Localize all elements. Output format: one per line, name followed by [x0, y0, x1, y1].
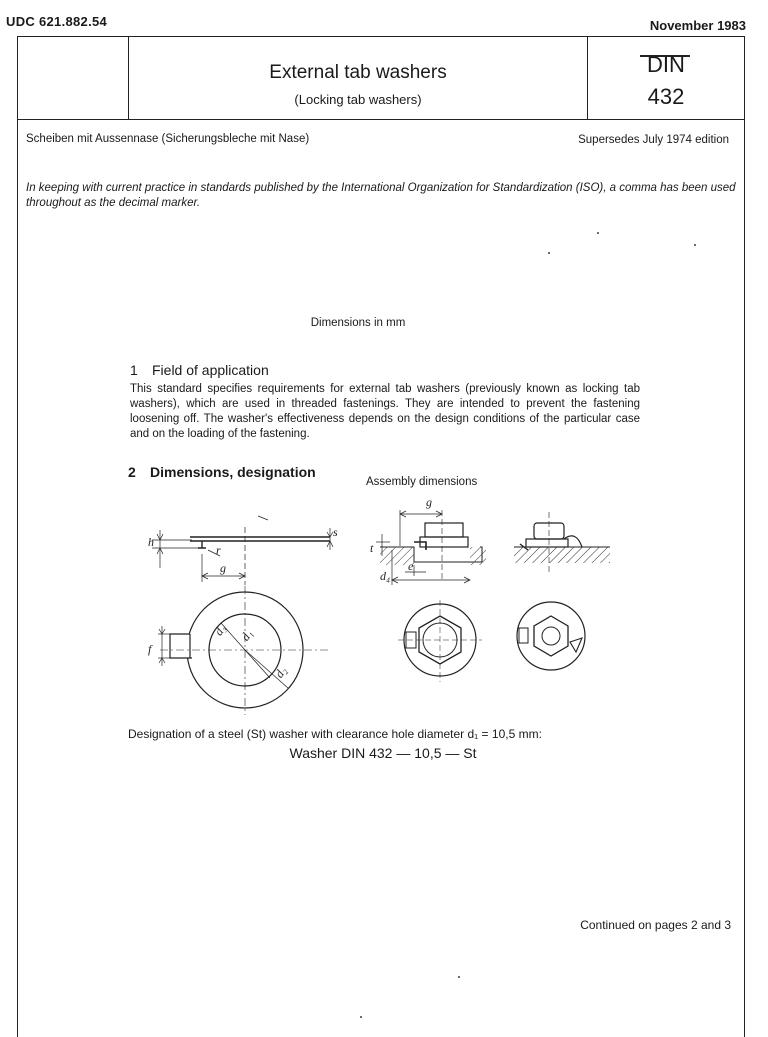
assembly-caption: Assembly dimensions: [366, 476, 478, 488]
label-d3: d₃: [211, 621, 229, 639]
dimensions-note: Dimensions in mm: [310, 317, 406, 329]
assembly-plan-1: [398, 600, 482, 682]
document-title: External tab washers: [269, 62, 447, 83]
section-1-heading: [130, 362, 269, 378]
label-g-side: g: [220, 561, 226, 575]
din-number: 432: [647, 84, 685, 109]
continued-note: Continued on pages 2 and 3: [580, 918, 731, 932]
header-divider: [17, 119, 745, 120]
publication-date: November 1983: [649, 18, 746, 33]
section-1-number: 1: [130, 362, 138, 378]
washer-technical-drawing: [130, 490, 630, 720]
scan-speck: [694, 244, 696, 246]
label-d2: d₂: [271, 663, 290, 681]
section-1-body: This standard specifies requirements for external tab washers (previously known as locking tab washers), which are used in threaded fastenings. They are intended to prevent the fastening loosening off. The washer's effectiveness depends on the design conditions of the particular case and on the loading of the fastening.: [130, 383, 640, 440]
supersedes-note: Supersedes July 1974 edition: [578, 134, 729, 146]
iso-decimal-note: In keeping with current practice in standards published by the International Organization for Standardization (ISO), a comma has been used throughout as the decimal marker.: [26, 182, 736, 209]
section-2-number: 2: [128, 464, 136, 480]
section-2-title: Dimensions, designation: [150, 464, 316, 480]
label-r: r: [216, 543, 221, 557]
german-title: Scheiben mit Aussennase (Sicherungsbleche mit Nase): [26, 133, 310, 145]
assembly-plan-2: [517, 602, 585, 670]
scan-speck: [597, 232, 599, 234]
designation-code: Washer DIN 432 — 10,5 — St: [289, 745, 477, 761]
scan-speck: [360, 1016, 362, 1018]
side-view: [148, 516, 338, 585]
label-s: s: [333, 525, 338, 539]
label-f: f: [148, 642, 152, 656]
assembly-view-2: [514, 512, 610, 575]
assembly-view-1: [370, 495, 486, 585]
label-e: e: [408, 559, 414, 573]
din-label: DIN: [647, 52, 685, 77]
scan-speck: [458, 976, 460, 978]
header-left-divider: [128, 36, 129, 119]
designation-text: Designation of a steel (St) washer with clearance hole diameter d₁ = 10,5 mm:: [128, 727, 542, 741]
scan-speck: [548, 252, 550, 254]
label-d4: d₄: [380, 569, 391, 583]
plan-view: [148, 586, 330, 715]
section-1-title: Field of application: [152, 362, 269, 378]
label-h: h: [148, 535, 154, 549]
section-2-heading: [128, 464, 316, 480]
label-t: t: [370, 541, 374, 555]
label-d1: d₁: [237, 626, 256, 644]
udc-number: UDC 621.882.54: [6, 14, 108, 29]
label-g-assembly: g: [426, 495, 432, 509]
document-subtitle: (Locking tab washers): [294, 92, 422, 107]
header-right-divider: [587, 36, 588, 119]
